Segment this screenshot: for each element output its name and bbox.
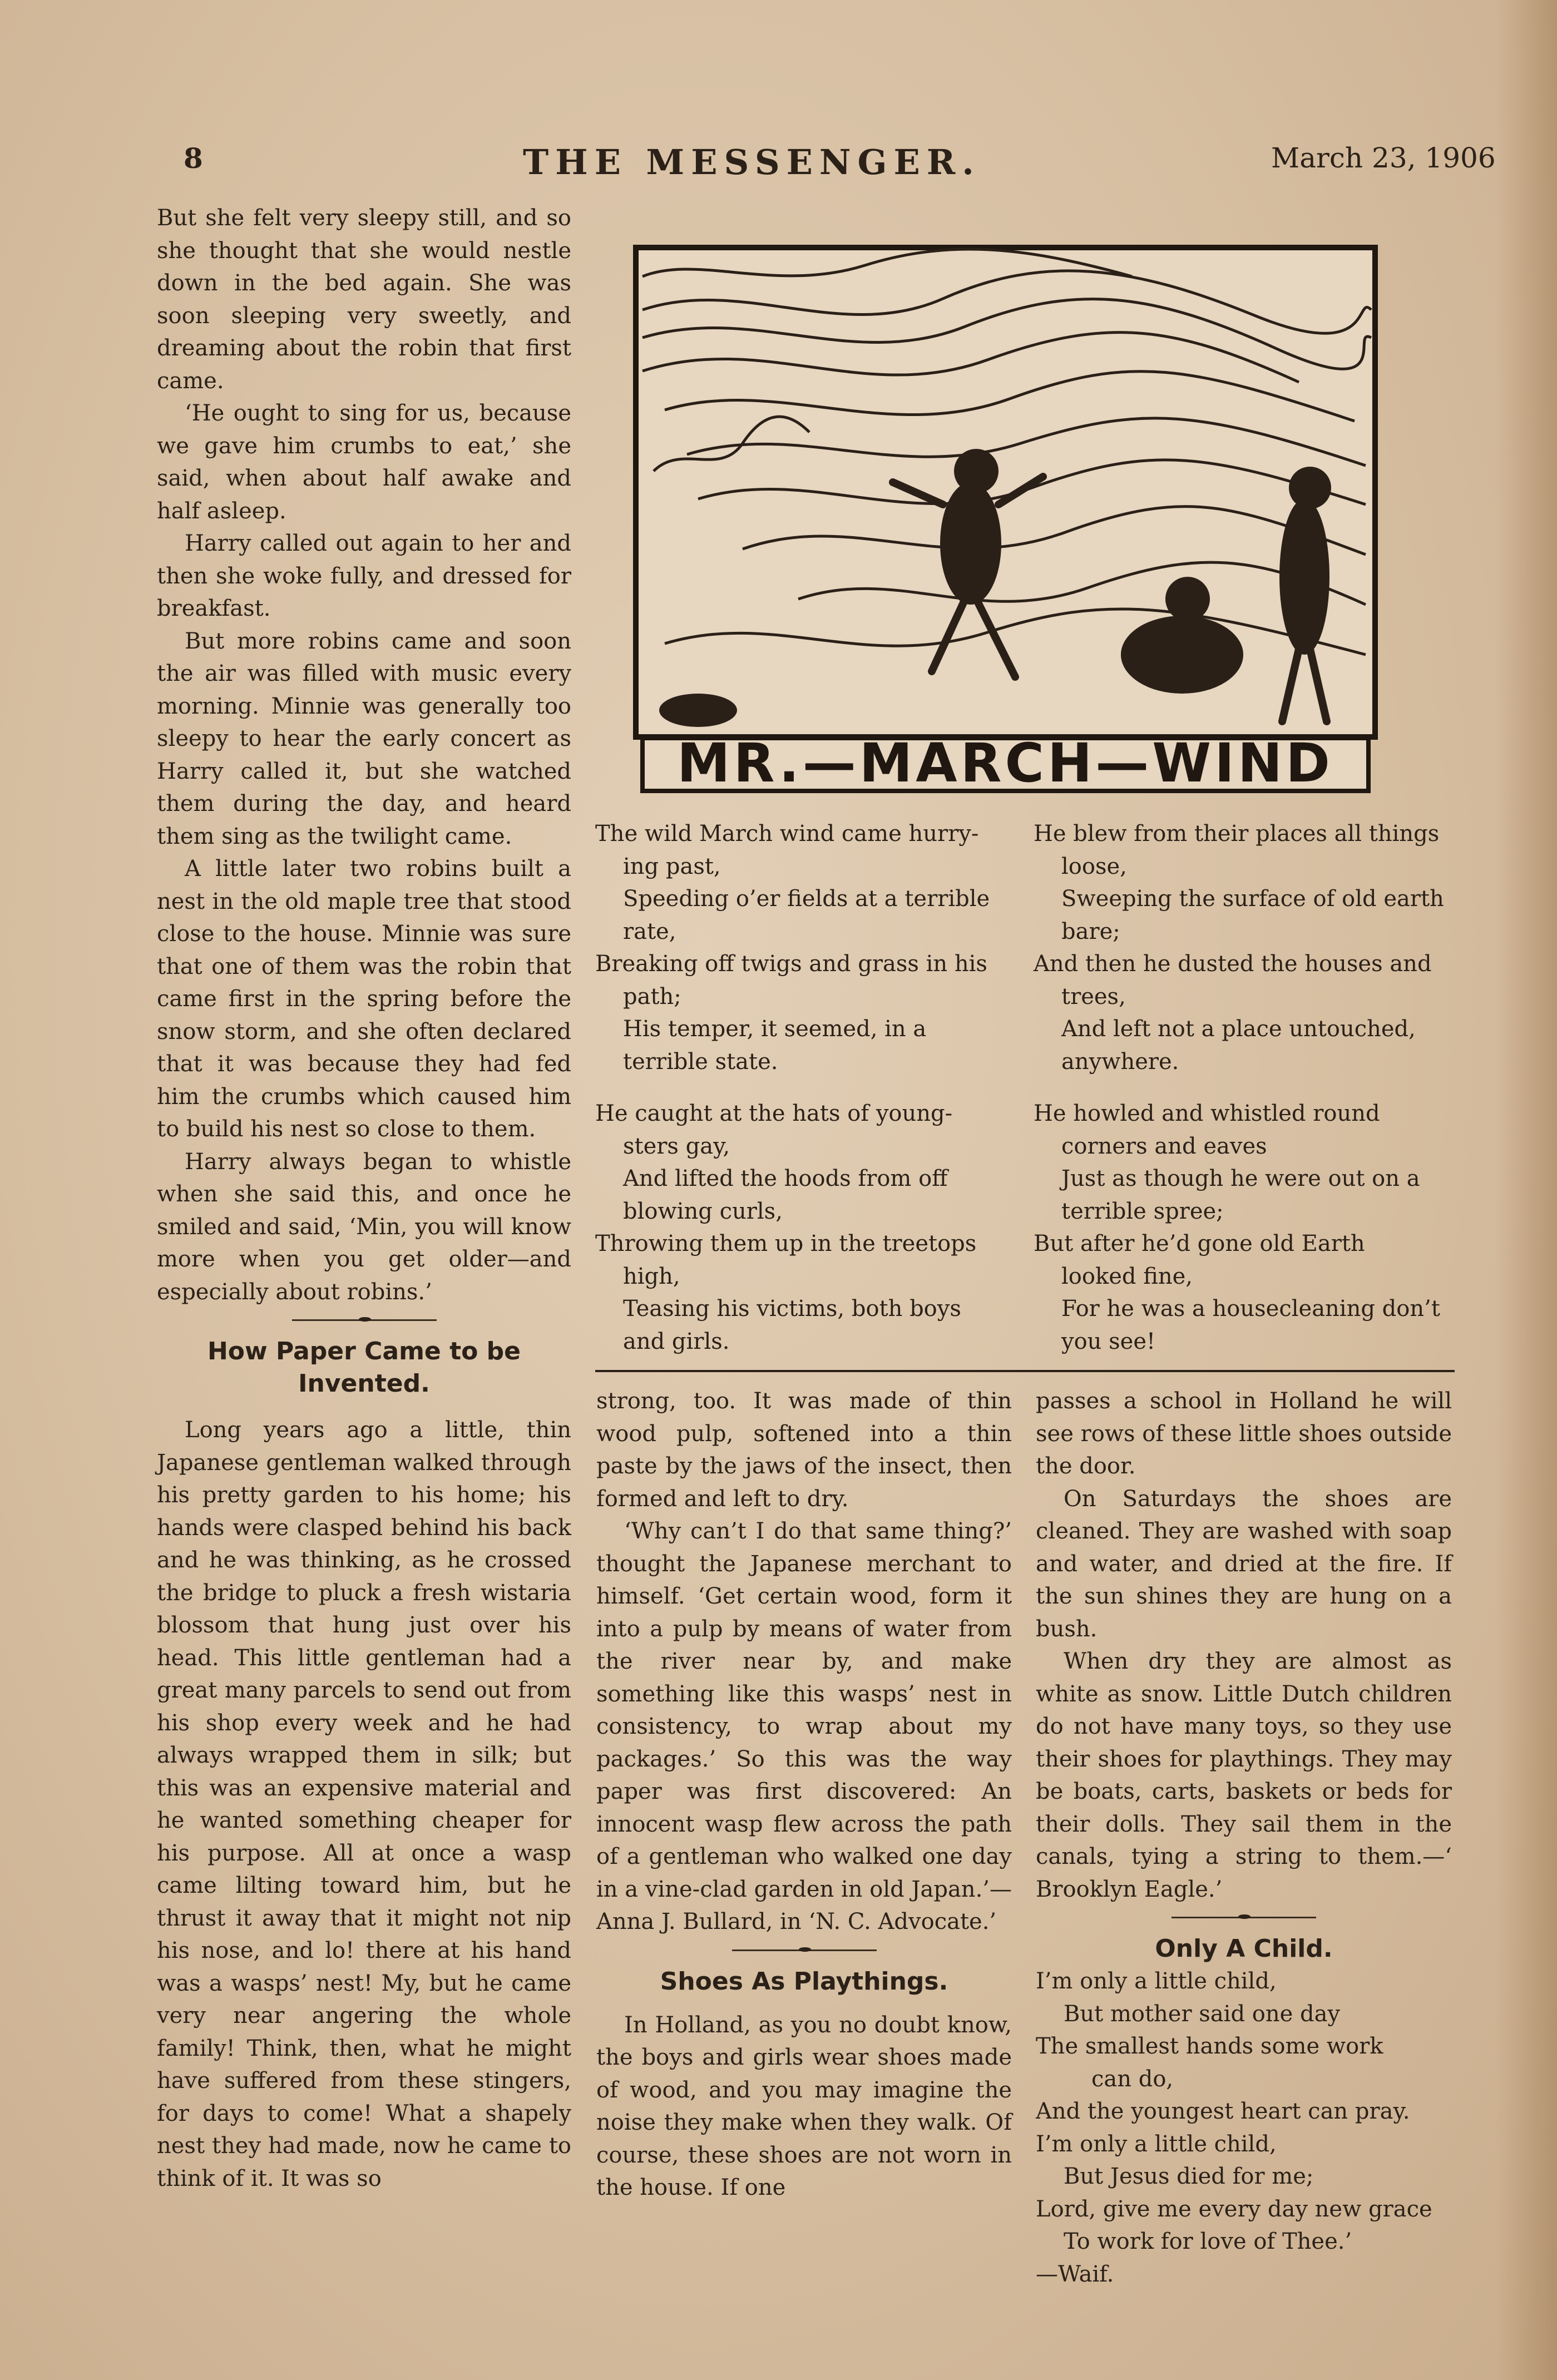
poem-line: I’m only a little child, [1036,1968,1277,1994]
poem-line: terrible spree; [1061,1198,1224,1224]
poem-line: He howled and whistled round [1034,1101,1380,1126]
poem-line: He caught at the hats of young- [595,1101,953,1126]
poem-stanza [595,818,1018,1078]
story-paragraph: But she felt very sleepy still, and so she thought that she would nestle down in the bed again. She was soon sleeping very sweetly, and dreaming about the robin that first came. [157,205,571,394]
ornament-divider [1172,1917,1316,1922]
shoes-article-paragraph: On Saturdays the shoes are cleaned. They are washed with soap and water, and dried at the fire. If the sun shines they are hung on a bush. [1036,1486,1452,1642]
paper-article-paragraph: ‘Why can’t I do that same thing?’ thought the Japanese merchant to himself. ‘Get certain wood, form it into a pulp by means of water from the river near by, and make something like this wasps’ nest in consistency, to wrap about my packages.’ So this was the way paper was first discovered: An innocent wasp flew across the path of a gentleman who walked one day in a vine-clad garden in old Japan.’—Anna J. Bullard, in ‘N. C. Advocate.’ [596,1518,1012,1934]
poem-line: anywhere. [1061,1048,1179,1075]
middle-column [596,1385,1012,2204]
issue-date: March 23, 1906 [1271,142,1496,174]
poem-line: path; [623,983,681,1010]
poem-line: sters gay, [623,1133,730,1159]
poem-line: and girls. [623,1328,730,1354]
illustration-caption: MR.—MARCH—WIND [677,732,1333,794]
poem-line: I’m only a little child, [1036,2131,1277,2157]
poem-line: And lifted the hoods from off [623,1166,948,1191]
child-poem [1036,1965,1452,2290]
poem-line: rate, [623,918,676,944]
shoes-article-paragraph: When dry they are almost as white as snow. Little Dutch children do not have many toys, so they use their shoes for playthings. They may be boats, carts, baskets or beds for their dolls. They sail them in the canals, tying a string to them.—‘ Brooklyn Eagle.’ [1036,1649,1452,1902]
poem-stanza [1034,1097,1456,1358]
poem-line: Throwing them up in the treetops [595,1231,977,1256]
paper-article-title: How Paper Came to be Invented. [207,1337,521,1398]
poem-signature: —Waif. [1036,2261,1114,2287]
shoes-article-paragraph: passes a school in Holland he will see rows of these little shoes outside the door. [1036,1388,1452,1479]
right-column [1036,1385,1452,2290]
poem-line: Breaking off twigs and grass in his [595,951,987,977]
poem-line: But after he’d gone old Earth [1034,1231,1365,1256]
poem-line: Teasing his victims, both boys [623,1296,961,1322]
poem-line: But Jesus died for me; [1064,2164,1314,2189]
poem-line: bare; [1061,918,1120,944]
story-paragraph: ‘He ought to sing for us, because we gave him crumbs to eat,’ she said, when about half awake and half asleep. [157,400,571,524]
masthead: THE MESSENGER. [523,142,981,182]
poem-line: you see! [1061,1328,1156,1354]
story-paragraph: But more robins came and soon the air was filled with music every morning. Minnie was generally too sleepy to hear the early concert as Harry called it, but she watched them during the day, and heard them sing as the twilight came. [157,628,571,849]
poem-line: Speeding o’er fields at a terrible [623,886,990,912]
poem-line: Lord, give me every day new grace [1036,2196,1432,2222]
poem-line: The wild March wind came hurry- [595,821,979,847]
poem-line: But mother said one day [1064,2001,1341,2027]
poem-line: loose, [1061,853,1127,879]
poem-line: And left not a place untouched, [1061,1016,1416,1042]
paper-article-paragraph: Long years ago a little, thin Japanese gentleman walked through his pretty garden to his home; his hands were clasped behind his back and he was thinking, as he crossed the bridge to pluck a fresh wistaria blossom that hung just over his head. This little gentleman had a great many parcels to send out from his shop every week and he had always wrapped them in silk; but this was an expensive material and he wanted something cheaper for his purpose. All at once a wasp came lilting toward him, but he thrust it away that it might not nip his nose, and lo! there at his hand was a wasps’ nest! My, but he came very near angering the whole family! Think, then, what he might have suffered from these stingers, for days to come! What a shapely nest they had made, now he came to think of it. It was so [157,1417,571,2191]
page-edge-shadow [1496,0,1557,2380]
poem-line: high, [623,1263,680,1289]
story-paragraph: Harry called out again to her and then she woke fully, and dressed for breakfast. [157,531,571,621]
poem-line: To work for love of Thee.’ [1064,2229,1352,2254]
poem-line: terrible state. [623,1048,778,1075]
poem-stanza [1034,818,1456,1078]
poem-line: And then he dusted the houses and [1034,951,1432,977]
ornament-divider [732,1949,877,1955]
child-poem-title: Only A Child. [1155,1934,1333,1963]
left-column [157,202,571,2195]
poem-line: The smallest hands some work [1036,2033,1383,2059]
poem-line: ing past, [623,853,721,879]
poem-line: Just as though he were out on a [1061,1166,1420,1191]
poem-line: And the youngest heart can pray. [1036,2099,1410,2124]
poem-right-column [1034,818,1456,1377]
section-rule [595,1370,1455,1372]
ornament-divider [292,1319,437,1324]
poem-line: trees, [1061,983,1126,1010]
poem-line: Sweeping the surface of old earth [1061,886,1444,912]
illustration-art [631,243,1380,799]
poem-line: For he was a housecleaning don’t [1061,1296,1440,1322]
poem-left-column [595,818,1018,1377]
poem-stanza [595,1097,1018,1358]
page-number: 8 [184,142,203,175]
paper-article-paragraph: strong, too. It was made of thin wood pulp, softened into a thin paste by the jaws of the insect, then formed and left to dry. [596,1388,1012,1512]
shoes-article-paragraph: In Holland, as you no doubt know, the boys and girls wear shoes made of wood, and you may imagine the noise they make when they walk. Of course, these shoes are not worn in the house. If one [596,2012,1012,2200]
poem-line: can do, [1091,2066,1174,2092]
march-wind-illustration [631,243,1380,799]
poem-line: His temper, it seemed, in a [623,1016,927,1042]
story-paragraph: A little later two robins built a nest in the old maple tree that stood close to the house. Minnie was sure that one of them was the robin that came first in the spring before the snow storm, and she often declared that it was because they had fed him the crumbs which caused him to build his nest so close to them. [157,856,571,1142]
shoes-article-title: Shoes As Playthings. [660,1967,948,1996]
poem-line: corners and eaves [1061,1133,1267,1159]
poem-line: looked fine, [1061,1263,1193,1289]
poem-line: blowing curls, [623,1198,783,1224]
poem-line: He blew from their places all things [1034,821,1440,847]
story-paragraph: Harry always began to whistle when she said this, and once he smiled and said, ‘Min, you will know more when you get older—and especially about robins.’ [157,1149,571,1305]
